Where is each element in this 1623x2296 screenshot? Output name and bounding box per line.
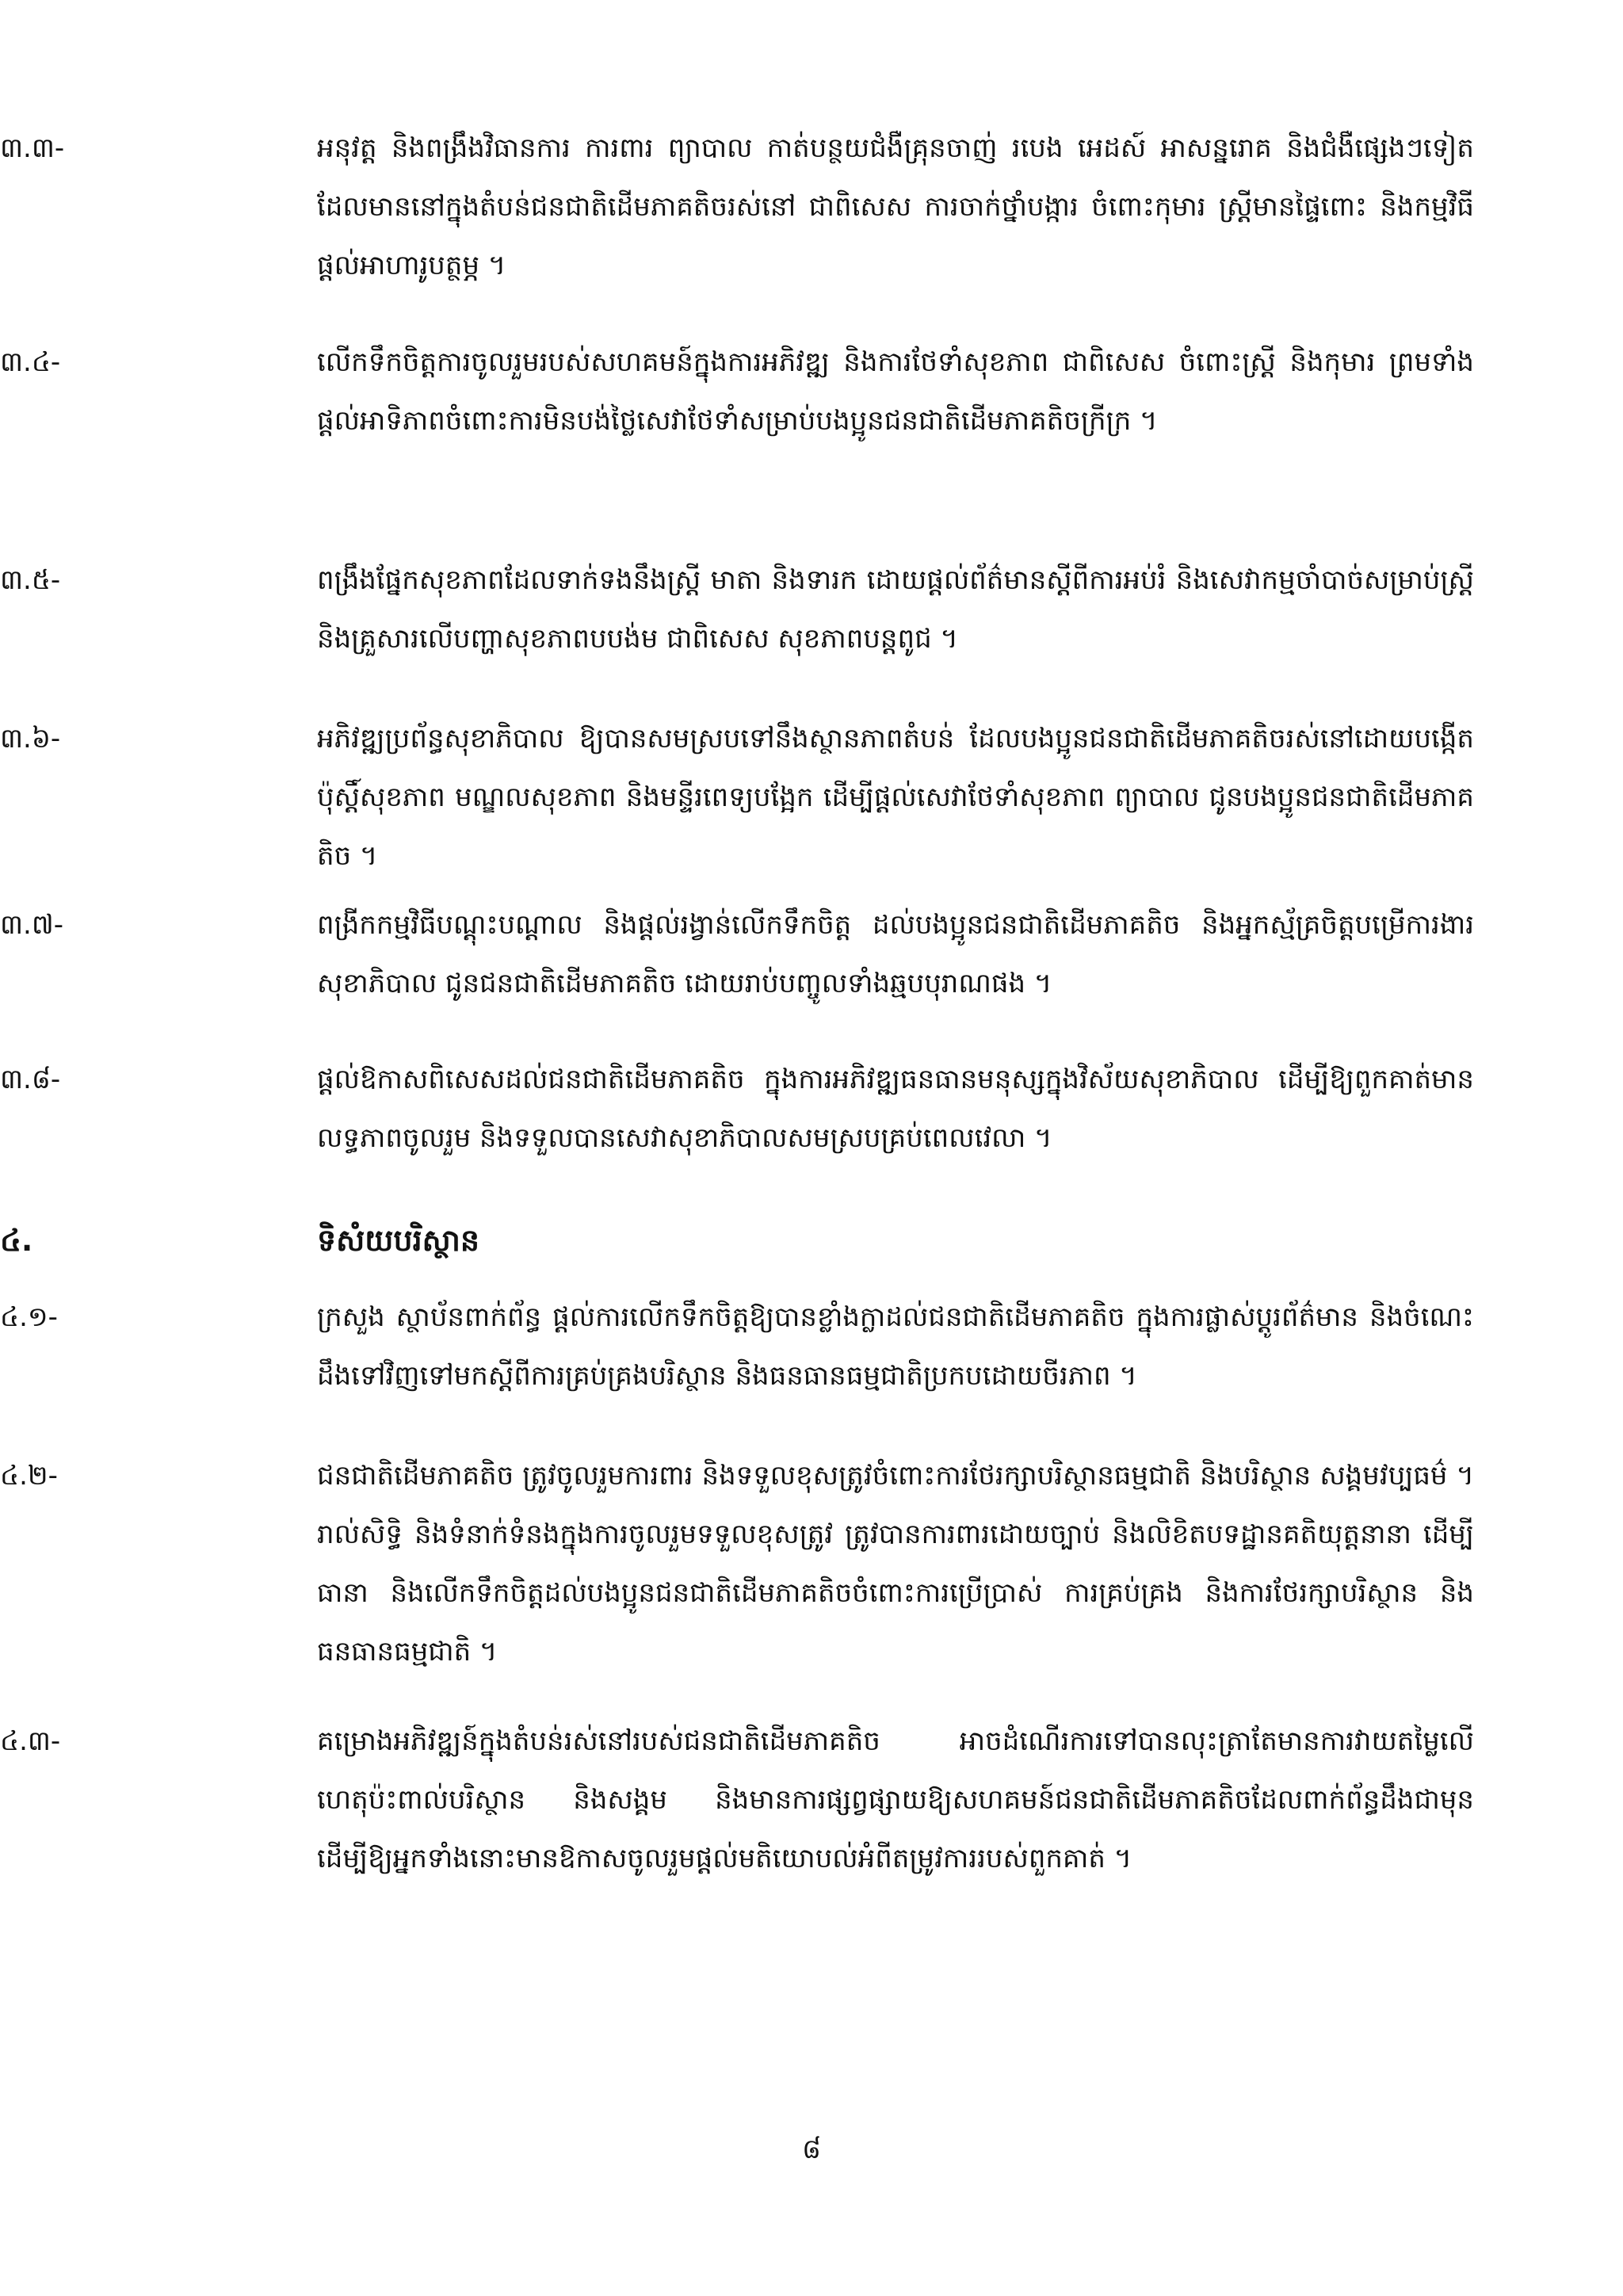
list-item bbox=[0, 1712, 1474, 1888]
section-title: ទិសំយបរិស្ថាន bbox=[317, 1223, 480, 1258]
item-text: ជនជាតិដើមភាគតិច ត្រូវចូលរួមការពារ និងទទួលខុសត្រូវចំពោះការថែរក្សាបរិស្ថានធម្មជាតិ និងបរិស្ថាន សង្គមវប្បធម៌ ។ រាល់សិទ្ធិ និងទំនាក់ទំនងក្នុងការចូលរួមទទួលខុសត្រូវ ត្រូវបានការពារដោយច្បាប់ និងលិខិតបទដ្ឋានគតិយុត្តនានា ដើម្បីធានា និងលើកទឹកចិត្តដល់បងប្អូនជនជាតិដើមភាគតិចចំពោះការប្រើប្រាស់ ការគ្រប់គ្រង និងការថែរក្សាបរិស្ថាន និងធនធានធម្មជាតិ ។ bbox=[317, 1460, 1474, 1668]
item-number: ៣.៦- bbox=[0, 723, 61, 755]
list-item bbox=[0, 1446, 1474, 1681]
item-text: ពង្រីកកម្មវិធីបណ្តុះបណ្តាល និងផ្តល់រង្វាន់លើកទឹកចិត្ត ដល់បងប្អូនជនជាតិដើមភាគតិច និងអ្នកស្ម័គ្រចិត្តបម្រើការងារសុខាភិបាល ជូនជនជាតិដើមភាគតិច ដោយរាប់បញ្ចូលទាំងឆ្មបបុរាណផង ។ bbox=[317, 909, 1474, 999]
item-text: ផ្តល់ឱកាសពិសេសដល់ជនជាតិដើមភាគតិច ក្នុងការអភិវឌ្ឍធនធានមនុស្សក្នុងវិស័យសុខាភិបាល ដើម្បីឱ្យពួកគាត់មានលទ្ធភាពចូលរួម និងទទួលបានសេវាសុខាភិបាលសមស្របគ្រប់ពេលវេលា ។ bbox=[317, 1064, 1474, 1154]
item-number: ៣.៨- bbox=[0, 1064, 61, 1095]
item-text: ពង្រឹងផ្នែកសុខភាពដែលទាក់ទងនឹងស្ត្រី មាតា និងទារក ដោយផ្តល់ព័ត៌មានស្តីពីការអប់រំ និងសេវាកម្មចាំបាច់សម្រាប់ស្ត្រី និងគ្រួសារលើបញ្ហាសុខភាពបបង់ម ជាពិសេស សុខភាពបន្តពូជ ។ bbox=[317, 564, 1474, 655]
item-number: ៣.៧- bbox=[0, 909, 64, 941]
item-text: អភិវឌ្ឍប្រព័ន្ធសុខាភិបាល ឱ្យបានសមស្របទៅនឹងស្ថានភាពតំបន់ ដែលបងប្អូនជនជាតិដើមភាគតិចរស់នៅដោយបង្កើតប៉ុស្តិ៍សុខភាព មណ្ឌលសុខភាព និងមន្ទីរពេទ្យបង្អែក ដើម្បីផ្តល់សេវាថែទាំសុខភាព ព្យាបាល ជូនបងប្អូនជនជាតិដើមភាគតិច ។ bbox=[317, 723, 1474, 872]
item-number: ៣.៥- bbox=[0, 564, 61, 596]
list-item bbox=[0, 119, 1474, 295]
section-heading bbox=[0, 1211, 1474, 1270]
list-item bbox=[0, 709, 1474, 885]
item-text: លើកទឹកចិត្តការចូលរួមរបស់សហគមន៍ក្នុងការអភិវឌ្ឍ និងការថែទាំសុខភាព ជាពិសេស ចំពោះស្ត្រី និងកុមារ ព្រមទាំងផ្តល់អាទិភាពចំពោះការមិនបង់ថ្លៃសេវាថែទាំសម្រាប់បងប្អូនជនជាតិដើមភាគតិចក្រីក្រ ។ bbox=[317, 346, 1474, 437]
item-number: ៤.៣- bbox=[0, 1725, 61, 1757]
item-text: គម្រោងអភិវឌ្ឍន៍ក្នុងតំបន់រស់នៅរបស់ជនជាតិដើមភាគតិច អាចដំណើរការទៅបានលុះត្រាតែមានការវាយតម្លៃលើហេតុប៉ះពាល់បរិស្ថាន និងសង្គម និងមានការផ្សព្វផ្សាយឱ្យសហគមន៍ជនជាតិដើមភាគតិចដែលពាក់ព័ន្ធដឹងជាមុន ដើម្បីឱ្យអ្នកទាំងនោះមានឱកាសចូលរួមផ្តល់មតិយោបល់អំពីតម្រូវការរបស់ពួកគាត់ ។ bbox=[317, 1725, 1474, 1874]
section-number: ៤. bbox=[0, 1223, 33, 1258]
item-number: ៣.៤- bbox=[0, 346, 61, 378]
item-number: ៤.១- bbox=[0, 1301, 58, 1333]
list-item bbox=[0, 333, 1474, 450]
page-number: ៨ bbox=[801, 2134, 822, 2165]
item-text: ក្រសួង ស្ថាប័នពាក់ព័ន្ធ ផ្តល់ការលើកទឹកចិត្តឱ្យបានខ្លាំងក្លាដល់ជនជាតិដើមភាគតិច ក្នុងការផ្លាស់ប្តូរព័ត៌មាន និងចំណេះដឹងទៅវិញទៅមកស្តីពីការគ្រប់គ្រងបរិស្ថាន និងធនធានធម្មជាតិប្រកបដោយចីរភាព ។ bbox=[317, 1301, 1474, 1392]
item-text: អនុវត្ត និងពង្រឹងវិធានការ ការពារ ព្យាបាល កាត់បន្ថយជំងឺគ្រុនចាញ់ របេង អេដស៍ អាសន្នរោគ និងជំងឺផ្សេងៗទៀត ដែលមាននៅក្នុងតំបន់ជនជាតិដើមភាគតិចរស់នៅ ជាពិសេស ការចាក់ថ្នាំបង្ការ ចំពោះកុមារ ស្ត្រីមានផ្ទៃពោះ និងកម្មវិធីផ្តល់អាហារូបត្ថម្ភ ។ bbox=[317, 132, 1474, 281]
list-item bbox=[0, 551, 1474, 668]
item-number: ៣.៣- bbox=[0, 132, 65, 164]
list-item bbox=[0, 1050, 1474, 1167]
item-number: ៤.២- bbox=[0, 1460, 58, 1492]
list-item bbox=[0, 1288, 1474, 1405]
list-item bbox=[0, 896, 1474, 1013]
